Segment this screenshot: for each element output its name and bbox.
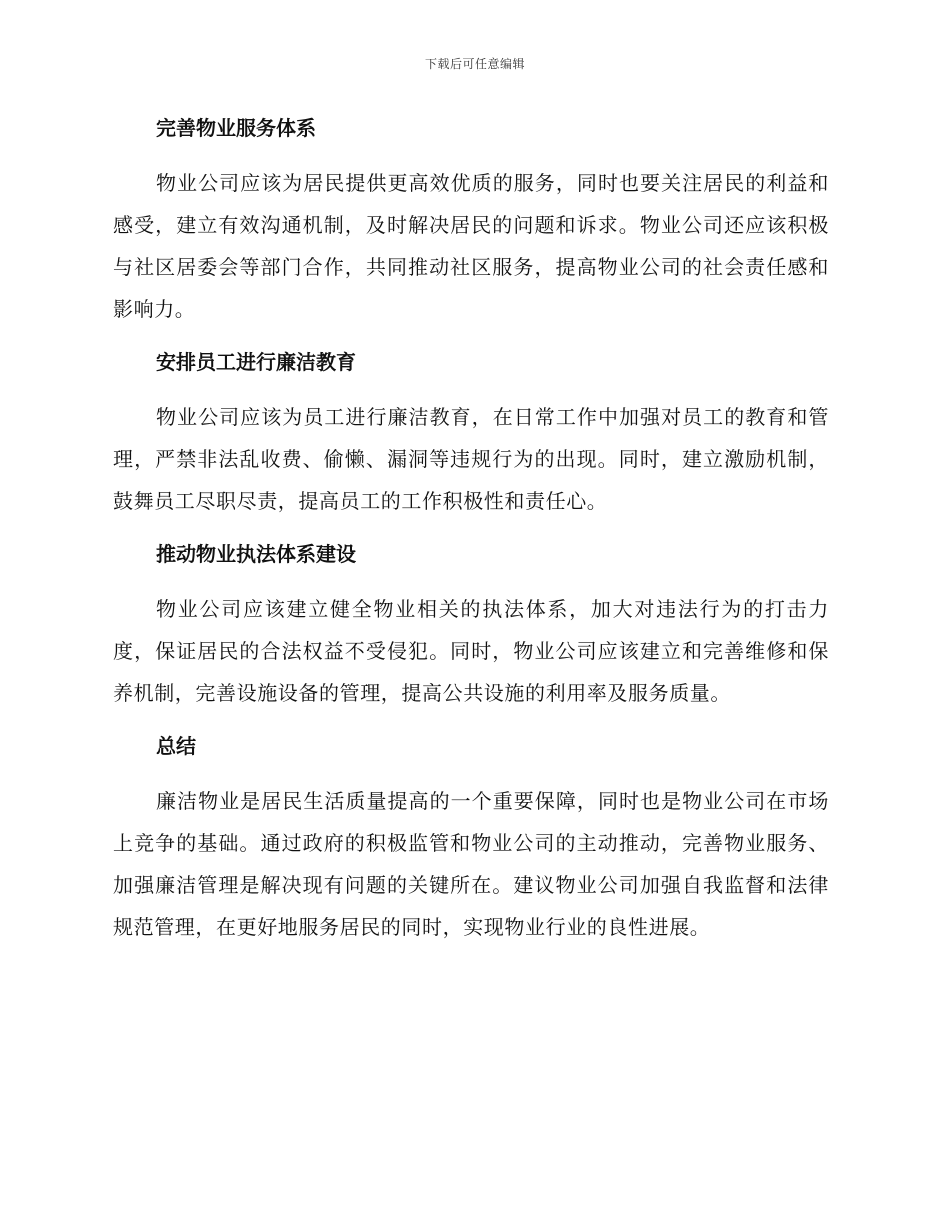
section-heading: 推动物业执法体系建设	[156, 542, 356, 566]
section-enforcement-system	[113, 534, 829, 714]
header-note: 下载后可任意编辑	[424, 57, 525, 71]
section-heading: 完善物业服务体系	[156, 116, 316, 140]
section-summary	[113, 726, 829, 948]
document-body	[113, 108, 829, 960]
section-service-system	[113, 108, 829, 330]
section-heading: 总结	[156, 734, 196, 758]
section-paragraph: 物业公司应该为居民提供更高效优质的服务，同时也要关注居民的利益和感受，建立有效沟通机制，及时解决居民的问题和诉求。物业公司还应该积极与社区居委会等部门合作，共同推动社区服务，提高物业公司的社会责任感和影响力。	[113, 171, 829, 321]
section-paragraph: 物业公司应该建立健全物业相关的执法体系，加大对违法行为的打击力度，保证居民的合法权益不受侵犯。同时，物业公司应该建立和完善维修和保养机制，完善设施设备的管理，提高公共设施的利用率及服务质量。	[113, 597, 829, 705]
section-heading: 安排员工进行廉洁教育	[156, 350, 356, 374]
section-integrity-education	[113, 342, 829, 522]
section-paragraph: 物业公司应该为员工进行廉洁教育，在日常工作中加强对员工的教育和管理，严禁非法乱收费、偷懒、漏洞等违规行为的出现。同时，建立激励机制，鼓舞员工尽职尽责，提高员工的工作积极性和责任心。	[113, 405, 829, 513]
section-paragraph: 廉洁物业是居民生活质量提高的一个重要保障，同时也是物业公司在市场上竞争的基础。通过政府的积极监管和物业公司的主动推动，完善物业服务、加强廉洁管理是解决现有问题的关键所在。建议物业公司加强自我监督和法律规范管理，在更好地服务居民的同时，实现物业行业的良性进展。	[113, 789, 829, 939]
